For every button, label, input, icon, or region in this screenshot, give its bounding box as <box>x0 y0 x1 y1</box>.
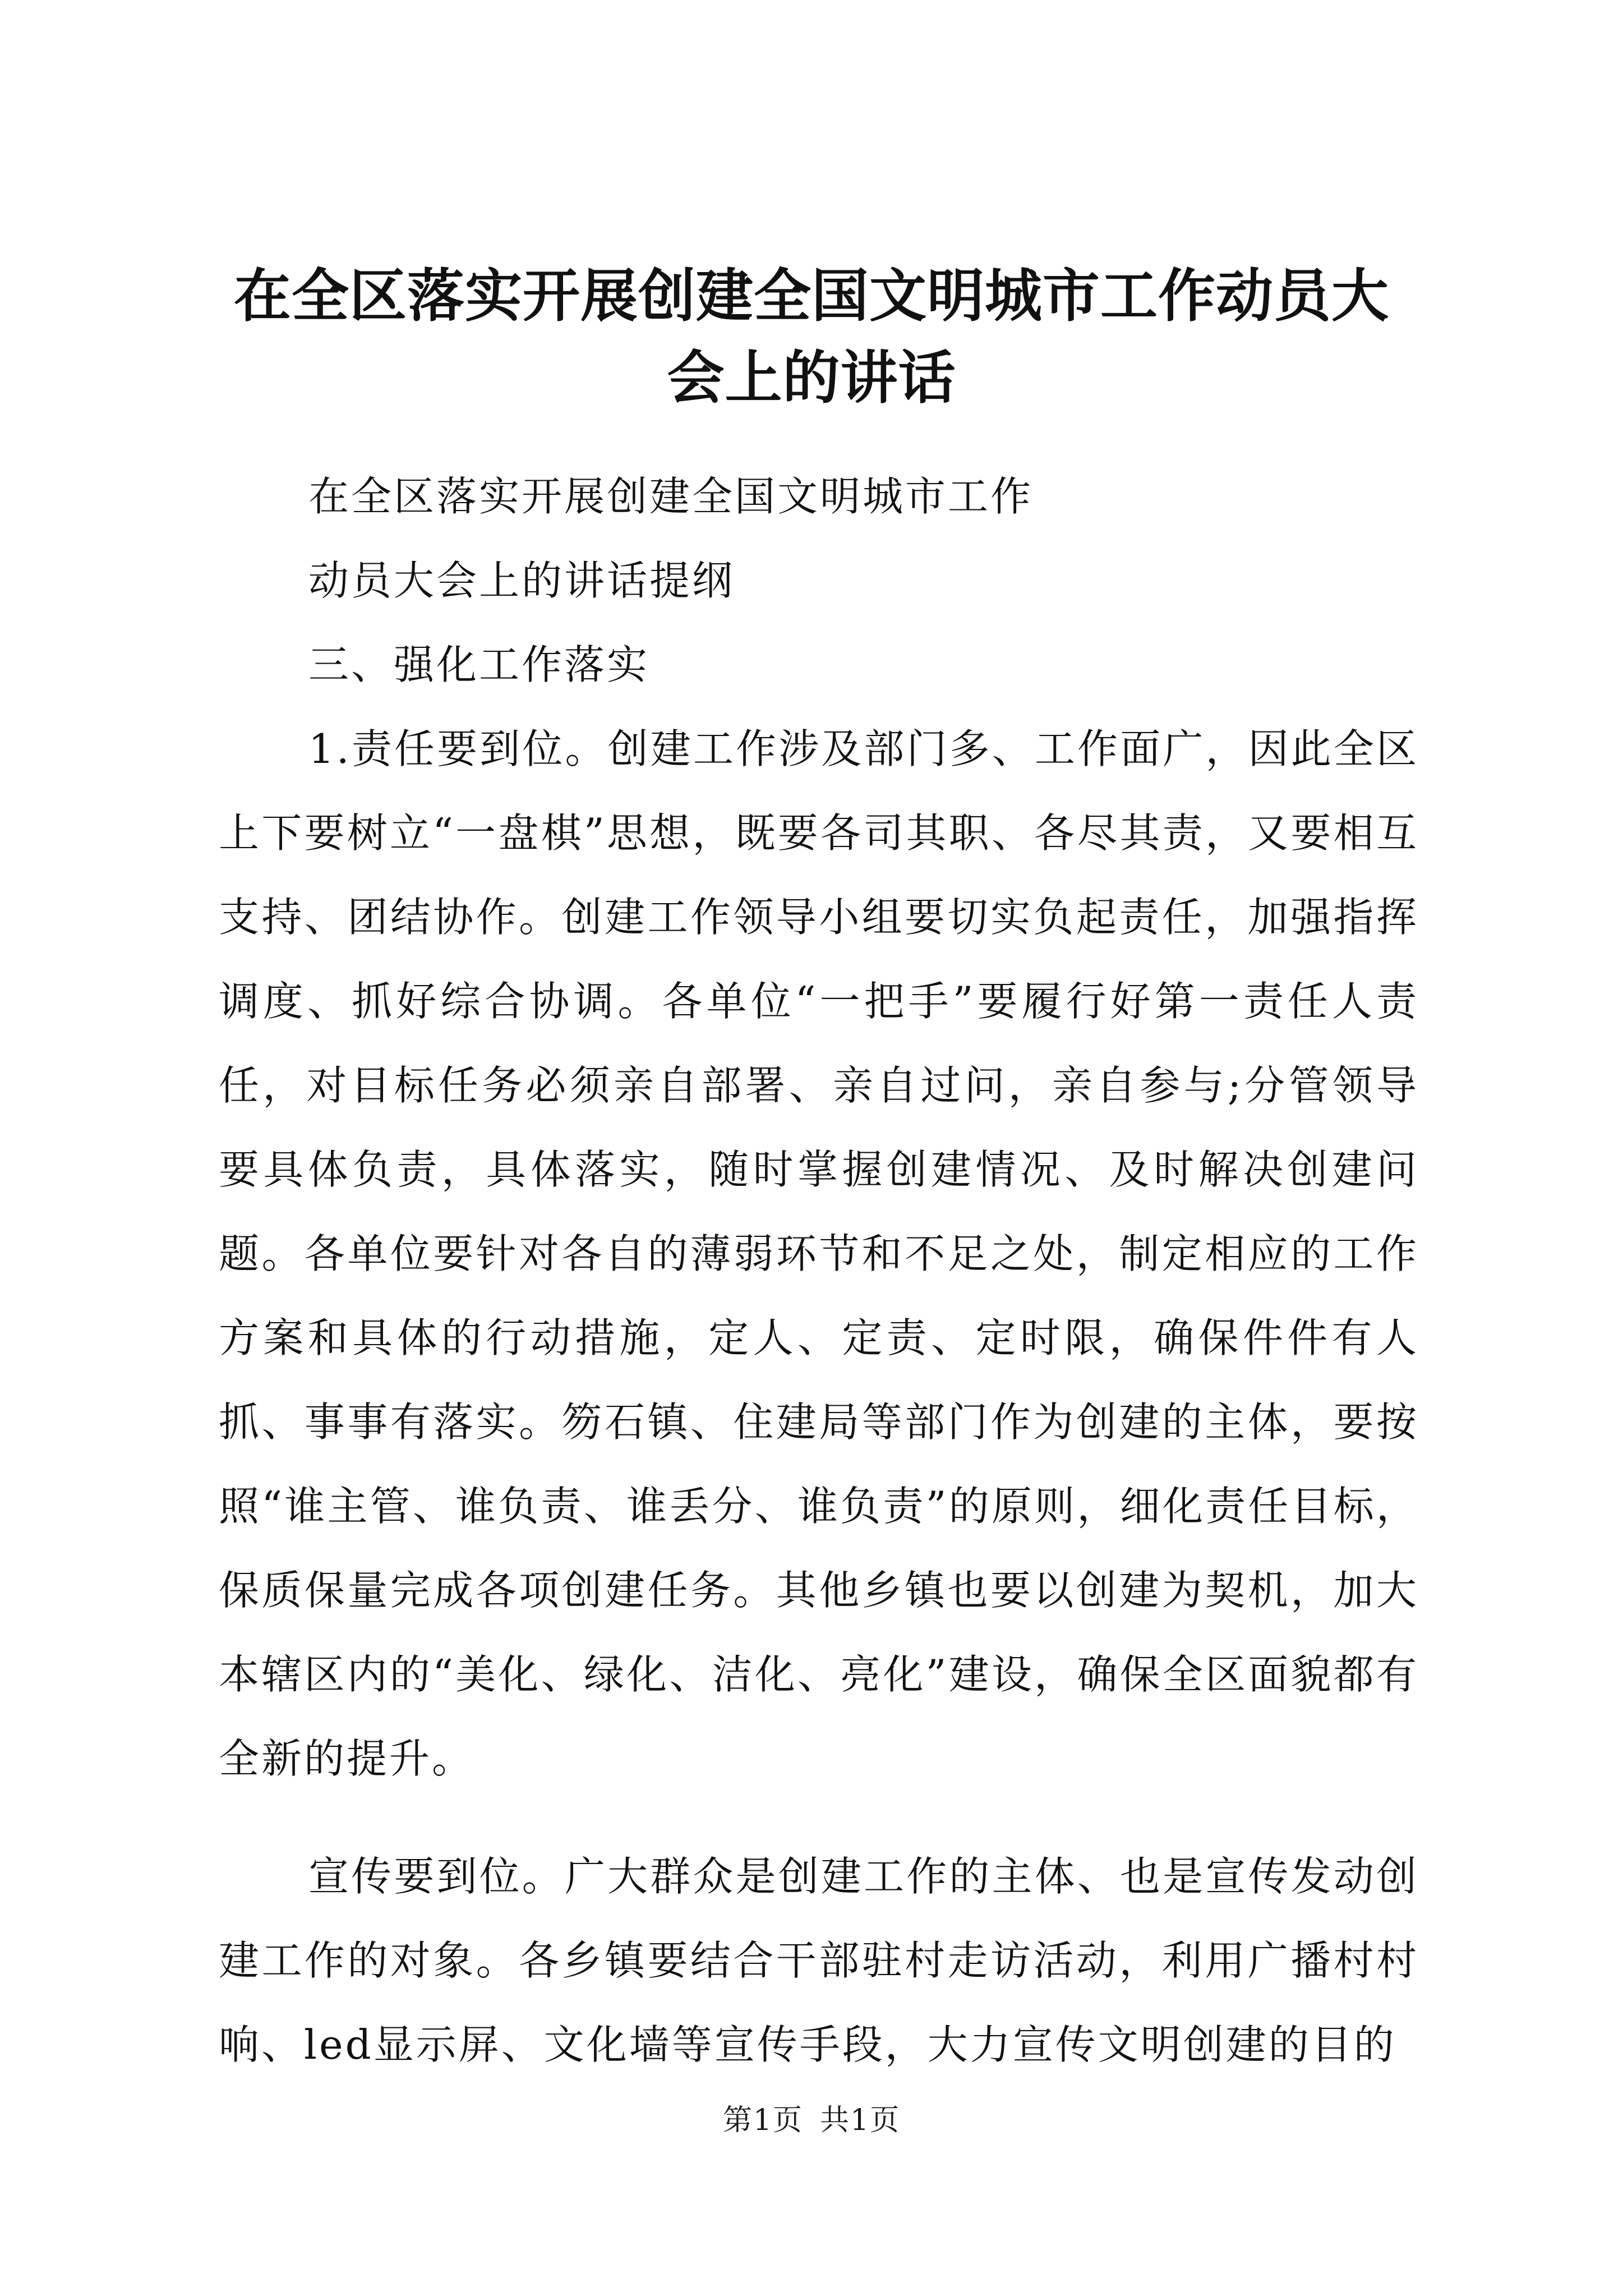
document-title <box>202 255 1421 419</box>
section-heading: 三、强化工作落实 <box>308 641 650 688</box>
document-body <box>219 454 1419 2087</box>
subtitle-line-2: 动员大会上的讲话提纲 <box>308 557 735 604</box>
page-footer <box>0 2101 1623 2140</box>
title-line-1: 在全区落实开展创建全国文明城市工作动员大 <box>234 263 1389 330</box>
title-line-2: 会上的讲话 <box>667 344 956 412</box>
page-number: 第1页 <box>722 2104 803 2137</box>
page-total: 共1页 <box>820 2104 901 2137</box>
paragraph-responsibility: 1.责任要到位。创建工作涉及部门多、工作面广，因此全区上下要树立“一盘棋”思想，既要各司其职、各尽其责，又要相互支持、团结协作。创建工作领导小组要切实负起责任，加强指挥调度、抓好综合协调。各单位“一把手”要履行好第一责任人责任，对目标任务必须亲自部署、亲自过问，亲自参与;分管领导要具体负责，具体落实，随时掌握创建情况、及时解决创建问题。各单位要针对各自的薄弱环节和不足之处，制定相应的工作方案和具体的行动措施，定人、定责、定时限，确保件件有人抓、事事有落实。笏石镇、住建局等部门作为创建的主体，要按照“谁主管、谁负责、谁丢分、谁负责”的原则，细化责任目标，保质保量完成各项创建任务。其他乡镇也要以创建为契机，加大本辖区内的“美化、绿化、洁化、亮化”建设，确保全区面貌都有全新的提升。 <box>219 725 1419 1782</box>
paragraph-publicity: 宣传要到位。广大群众是创建工作的主体、也是宣传发动创建工作的对象。各乡镇要结合干部驻村走访活动，利用广播村村响、led显示屏、文化墙等宣传手段，大力宣传文明创建的目的 <box>219 1853 1419 2068</box>
subtitle-line-1: 在全区落实开展创建全国文明城市工作 <box>308 473 1034 520</box>
